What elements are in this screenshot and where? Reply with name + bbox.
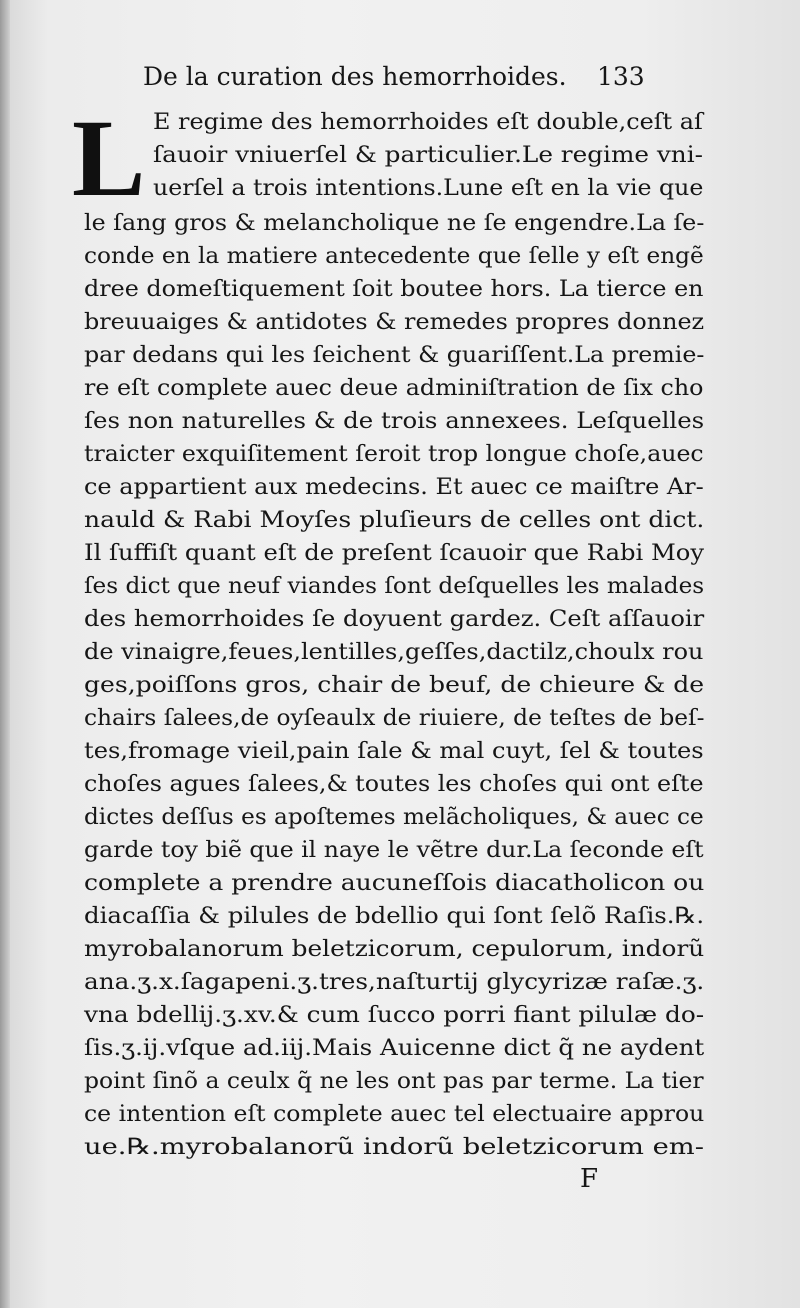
text-line: nauld & Rabi Moyſes pluſieurs de celles ont dict.: [84, 507, 705, 533]
text-line: ſauoir vniuerſel & particulier.Le regime vni-: [153, 142, 703, 168]
text-line: uerſel a trois intentions.Lune eſt en la vie que: [153, 175, 704, 201]
text-line: E regime des hemorrhoides eſt double,ceſt aſ: [153, 109, 703, 135]
text-line: choſes agues ſalees,& toutes les choſes qui ont eſte: [84, 771, 704, 797]
page-number: 133: [597, 62, 645, 91]
text-line: dictes deſſus es apoſtemes melãcholiques, & auec ce: [84, 804, 704, 830]
text-line: myrobalanorum beletzicorum, cepulorum, indorũ: [84, 936, 705, 962]
text-line: breuuaiges & antidotes & remedes propres donnez: [84, 309, 705, 335]
text-line: ges,poiſſons gros, chair de beuf, de chieure & de: [84, 672, 705, 698]
text-line: ce intention eſt complete auec tel electuaire approu: [84, 1101, 705, 1127]
text-line: diacaſſia & pilules de bdellio qui ſont ſelõ Raſis.℞.: [84, 903, 705, 929]
text-line: ce appartient aux medecins. Et auec ce maiſtre Ar-: [84, 474, 704, 500]
text-line: Il ſuffiſt quant eſt de preſent ſcauoir que Rabi Moy: [84, 540, 705, 566]
text-line: ana.ʒ.x.ſagapeni.ʒ.tres,naſturtij glycyrizæ raſæ.ʒ.: [84, 969, 705, 995]
text-line: point ſinõ a ceulx q̃ ne les ont pas par terme. La tier: [84, 1068, 704, 1094]
text-line: dree domeſtiquement ſoit boutee hors. La tierce en: [84, 276, 704, 302]
text-line: des hemorrhoides ſe doyuent gardez. Ceſt aſſauoir: [84, 606, 705, 632]
text-line: par dedans qui les ſeichent & guariſſent.La premie-: [84, 342, 705, 368]
text-line: chairs ſalees,de oyſeaulx de riuiere, de teſtes de beſ-: [84, 705, 705, 731]
text-line: ſes non naturelles & de trois annexees. Leſquelles: [84, 408, 705, 434]
text-line: complete a prendre aucuneſſois diacatholicon ou: [84, 870, 705, 896]
signature-mark: F: [580, 1164, 599, 1194]
page-gutter-edge: [0, 0, 10, 1308]
text-line: garde toy biẽ que il naye le vẽtre dur.La ſeconde eſt: [84, 837, 704, 863]
running-title: De la curation des hemorrhoides.: [143, 62, 567, 91]
drop-cap-initial: L: [72, 97, 146, 219]
text-line: traicter exquiſitement ſeroit trop longue choſe,auec: [84, 441, 704, 467]
text-line: ſis.ʒ.ij.vſque ad.iij.Mais Auicenne dict q̃ ne aydent: [84, 1035, 705, 1061]
text-line: tes,fromage vieil,pain ſale & mal cuyt, ſel & toutes: [84, 738, 704, 764]
text-line: ue.℞.myrobalanorũ indorũ beletzicorum em-: [84, 1134, 704, 1160]
text-line: ſes dict que neuf viandes ſont deſquelles les malades: [84, 573, 705, 599]
text-line: le ſang gros & melancholique ne ſe engendre.La ſe-: [84, 210, 705, 236]
text-line: re eſt complete auec deue adminiſtration de ſix cho: [84, 375, 704, 401]
text-line: de vinaigre,feues,lentilles,geſſes,dactilz,choulx rou: [84, 639, 704, 665]
page-header: [143, 62, 663, 102]
text-line: vna bdellij.ʒ.xv.& cum ſucco porri fiant pilulæ do-: [84, 1002, 705, 1028]
text-line: conde en la matiere antecedente que ſelle y eſt engẽ: [84, 243, 704, 269]
